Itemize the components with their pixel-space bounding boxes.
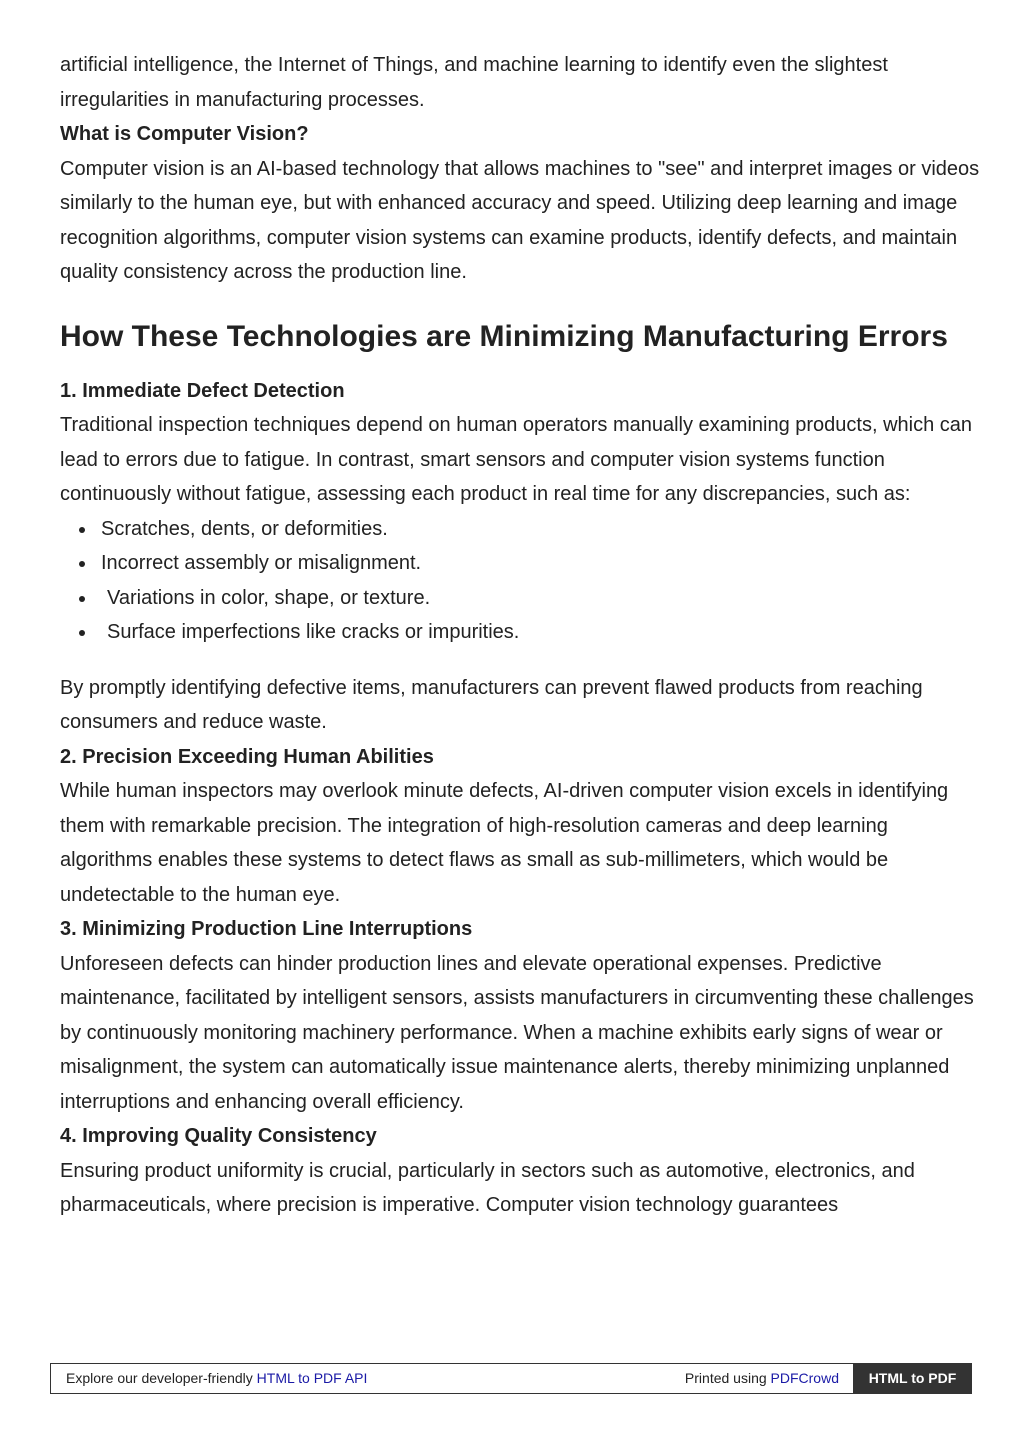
- footer-left: [66, 1364, 367, 1393]
- footer-left-text: Explore our developer-friendly: [66, 1370, 257, 1386]
- list-item: Scratches, dents, or deformities.: [60, 512, 980, 547]
- pdfcrowd-footer: [50, 1363, 972, 1394]
- item-body-2: While human inspectors may overlook minute defects, AI-driven computer vision excels in identifying them with remarkable precision. The integration of high-resolution cameras and deep learning algorithms enables these systems to detect flaws as small as sub-millimeters, which would be undetectable to the human eye.: [60, 780, 949, 906]
- list-item: Surface imperfections like cracks or impurities.: [60, 615, 980, 650]
- list-item: Incorrect assembly or misalignment.: [60, 546, 980, 581]
- subheading-computer-vision: What is Computer Vision?: [60, 123, 309, 145]
- pdfcrowd-link[interactable]: PDFCrowd: [770, 1370, 839, 1386]
- intro-paragraph: artificial intelligence, the Internet of Things, and machine learning to identify even the slightest irregularities in manufacturing processes.: [60, 54, 888, 111]
- item-heading-1: 1. Immediate Defect Detection: [60, 379, 345, 402]
- html-to-pdf-api-link[interactable]: HTML to PDF API: [256, 1370, 368, 1386]
- footer-right: [685, 1364, 839, 1393]
- item-heading-4: 4. Improving Quality Consistency: [60, 1125, 377, 1147]
- item-body-1: Traditional inspection techniques depend on human operators manually examining products, which can lead to errors due to fatigue. In contrast, smart sensors and computer vision systems function continuously without fatigue, assessing each product in real time for any discrepancies, such as:: [60, 414, 973, 505]
- computer-vision-paragraph: Computer vision is an AI-based technology that allows machines to "see" and interpret images or videos similarly to the human eye, but with enhanced accuracy and speed. Utilizing deep learning and image recognition algorithms, computer vision systems can examine products, identify defects, and maintain quality consistency across the production line.: [60, 157, 980, 283]
- list-item: Variations in color, shape, or texture.: [60, 581, 980, 616]
- item-heading-3: 3. Minimizing Production Line Interruptions: [60, 918, 473, 940]
- item-heading-2: 2. Precision Exceeding Human Abilities: [60, 745, 434, 768]
- item-body-3: Unforeseen defects can hinder production lines and elevate operational expenses. Predictive maintenance, facilitated by intelligent sensors, assists manufacturers in circumventing these challenges by continuously monitoring machinery performance. When a machine exhibits early signs of wear or misalignment, the system can automatically issue maintenance alerts, thereby minimizing unplanned interruptions and enhancing overall efficiency.: [60, 952, 974, 1113]
- footer-right-text: Printed using: [684, 1370, 771, 1386]
- html-to-pdf-button[interactable]: HTML to PDF: [853, 1363, 972, 1394]
- section-title: How These Technologies are Minimizing Manufacturing Errors: [60, 319, 948, 353]
- item-after-1: By promptly identifying defective items, manufacturers can prevent flawed products from reaching consumers and reduce waste.: [60, 676, 923, 733]
- document-body: [60, 48, 980, 1223]
- defect-list: [60, 512, 980, 650]
- item-body-4: Ensuring product uniformity is crucial, particularly in sectors such as automotive, electronics, and pharmaceuticals, where precision is imperative. Computer vision technology guarantees: [60, 1159, 915, 1216]
